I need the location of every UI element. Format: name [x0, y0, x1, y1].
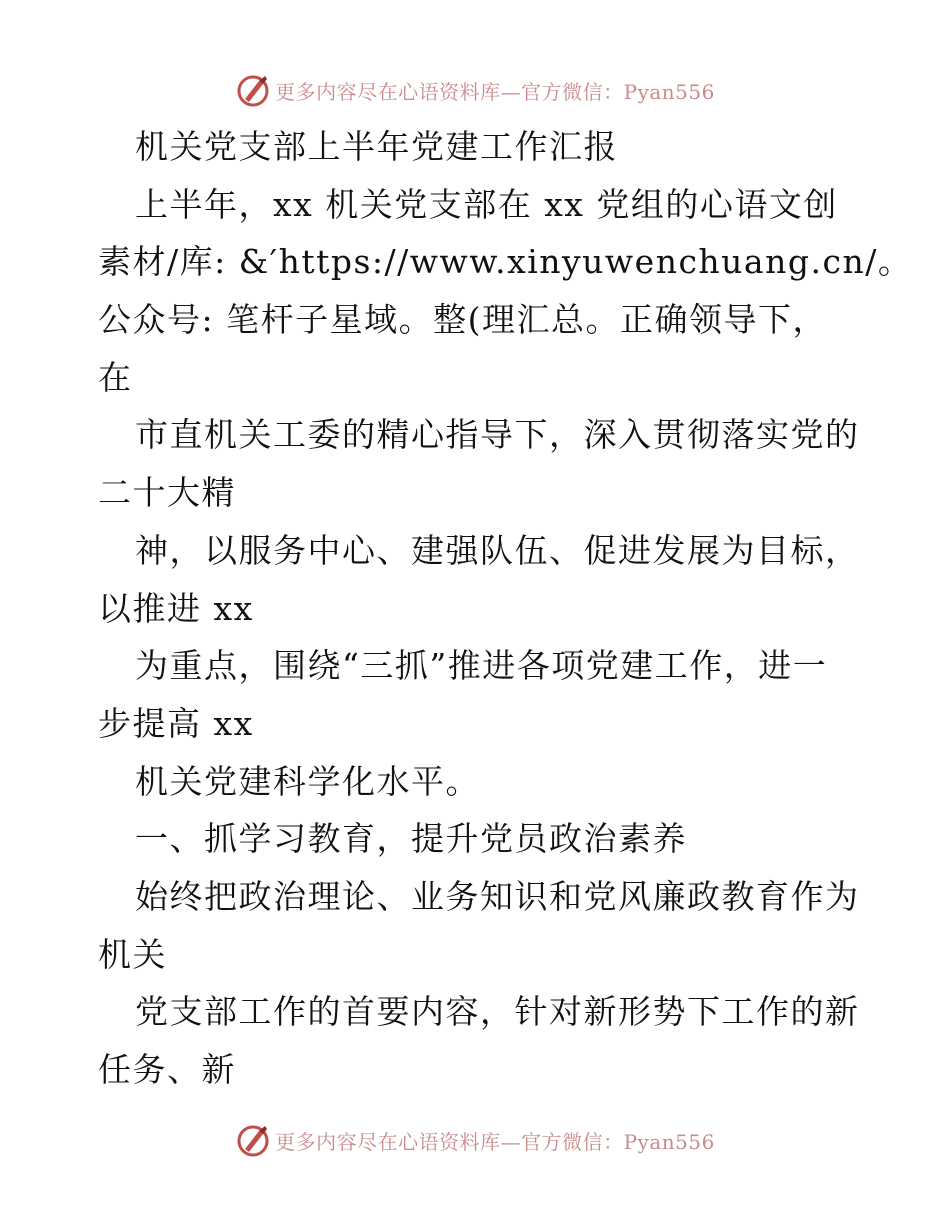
body-line: 在: [98, 357, 133, 397]
watermark-official: 官方微信：: [521, 79, 624, 104]
body-line: 机关: [98, 934, 167, 974]
body-line: 公众号: 笔杆子星域。整(理汇总。正确领导下，: [98, 300, 827, 340]
body-line: 任务、新: [98, 1050, 236, 1089]
body-line: 以推进 xx: [98, 588, 254, 628]
body-line: 神，以服务中心、建强队伍、促进发展为目标，: [135, 530, 860, 570]
watermark-account: Pyan556: [623, 79, 715, 104]
watermark-main: 更多内容尽在心语资料库: [275, 79, 501, 104]
body-line: 上半年，xx 机关党支部在 xx 党组的心语文创: [135, 184, 838, 224]
watermark-account: Pyan556: [623, 1129, 715, 1154]
body-line: 素材/库: &′https://www.xinyuwenchuang.cn/。: [98, 242, 913, 282]
pen-logo-icon: [235, 1122, 271, 1158]
watermark-dash: —: [500, 79, 522, 104]
watermark-text: [275, 1126, 715, 1155]
body-line: 始终把政治理论、业务知识和党风廉政教育作为: [135, 876, 860, 916]
watermark-dash: —: [500, 1129, 522, 1154]
document-body: [98, 118, 913, 1099]
header-watermark: [0, 70, 950, 110]
body-line: 党支部工作的首要内容，针对新形势下工作的新: [135, 992, 860, 1032]
watermark-text: [275, 76, 715, 105]
body-line: 为重点，围绕“三抓”推进各项党建工作，进一: [135, 646, 828, 686]
watermark-main: 更多内容尽在心语资料库: [275, 1129, 501, 1154]
document-title: 机关党支部上半年党建工作汇报: [135, 127, 618, 166]
pen-logo-icon: [235, 72, 271, 108]
body-line: 步提高 xx: [98, 703, 254, 743]
body-line: 机关党建科学化水平。: [135, 761, 480, 801]
footer-watermark: [0, 1120, 950, 1160]
watermark-official: 官方微信：: [521, 1129, 624, 1154]
body-line: 二十大精: [98, 473, 236, 513]
body-line: 市直机关工委的精心指导下，深入贯彻落实党的: [135, 415, 860, 455]
section-heading: 一、抓学习教育，提升党员政治素养: [135, 819, 687, 859]
